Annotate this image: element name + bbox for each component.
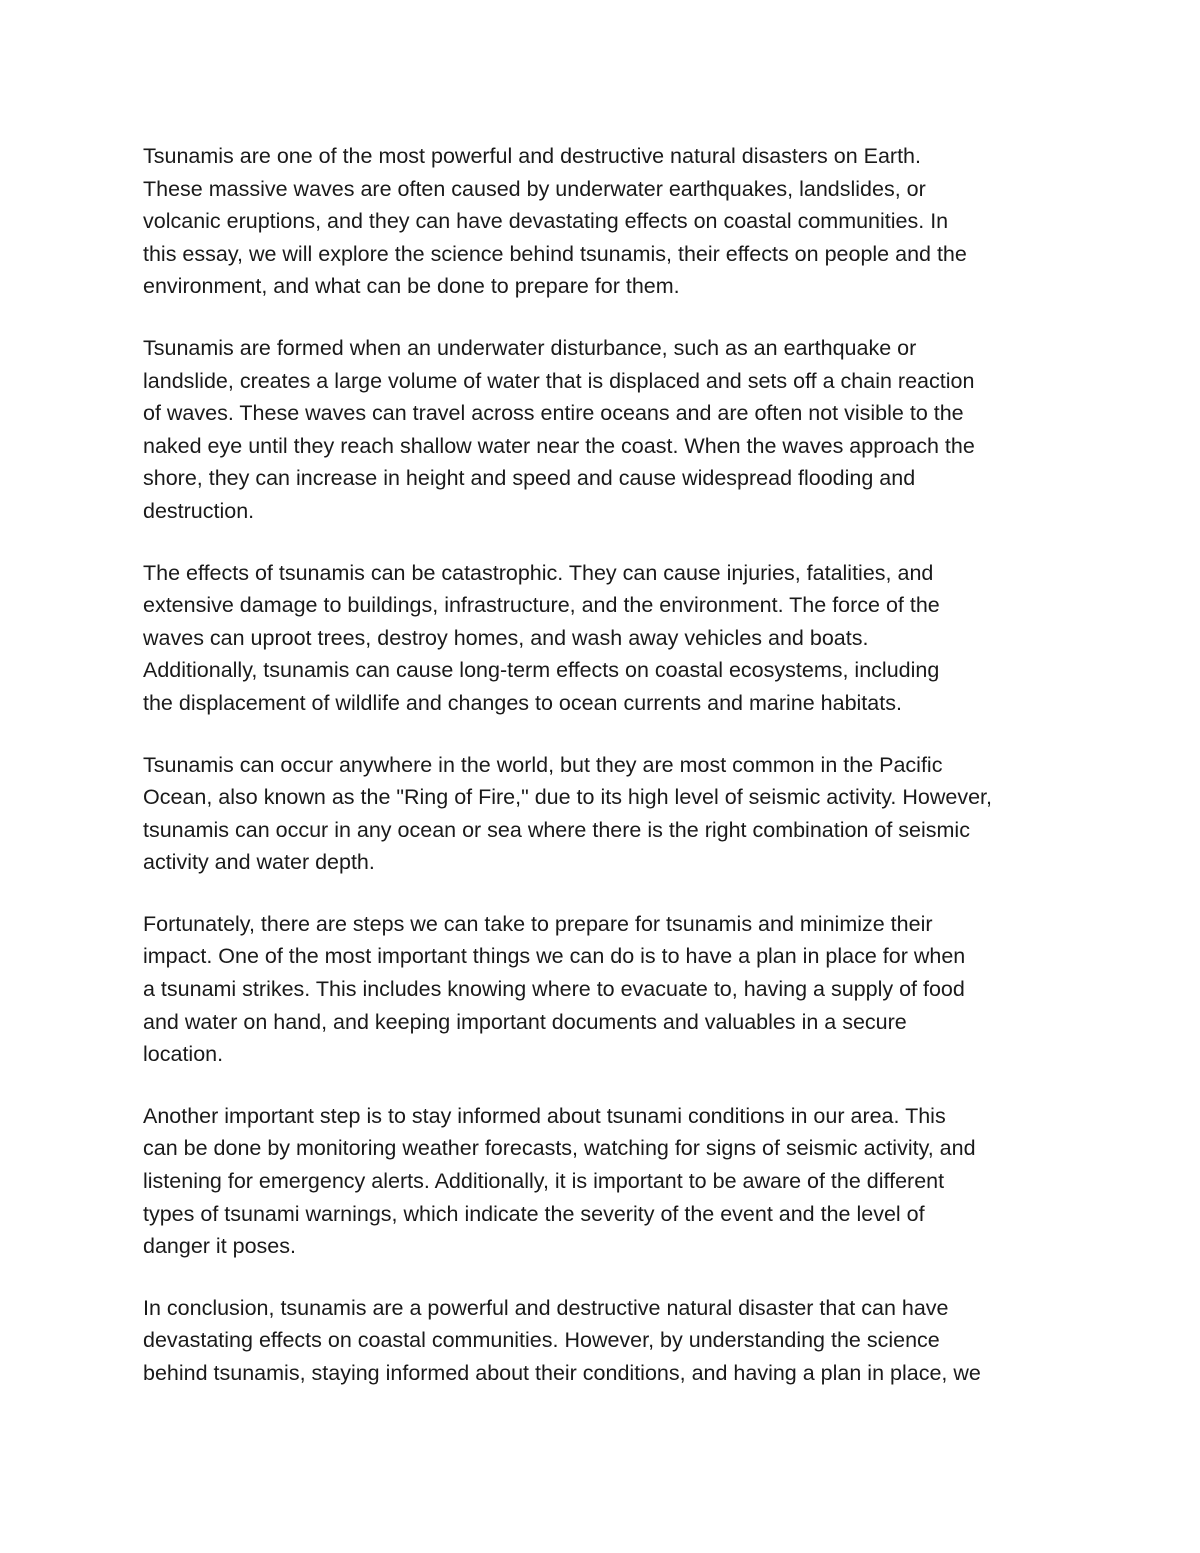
paragraph-line: tsunamis can occur in any ocean or sea where there is the right combination of seismic — [143, 817, 970, 842]
paragraph-line: Additionally, tsunamis can cause long-term effects on coastal ecosystems, including — [143, 658, 940, 683]
paragraph-7 — [143, 1292, 1073, 1390]
paragraph-line: activity and water depth. — [143, 850, 375, 875]
paragraph-2 — [143, 332, 1073, 528]
paragraph-line: In conclusion, tsunamis are a powerful and destructive natural disaster that can have — [143, 1295, 949, 1320]
paragraph-line: Fortunately, there are steps we can take to prepare for tsunamis and minimize their — [143, 911, 933, 936]
paragraph-line: Tsunamis can occur anywhere in the world, but they are most common in the Pacific — [143, 752, 943, 777]
paragraph-4 — [143, 749, 1073, 879]
paragraph-line: volcanic eruptions, and they can have devastating effects on coastal communities. In — [143, 209, 949, 234]
paragraph-line: landslide, creates a large volume of water that is displaced and sets off a chain reaction — [143, 368, 975, 393]
paragraph-line: Another important step is to stay informed about tsunami conditions in our area. This — [143, 1103, 946, 1128]
paragraph-line: this essay, we will explore the science behind tsunamis, their effects on people and the — [143, 241, 967, 266]
paragraph-line: Ocean, also known as the "Ring of Fire," due to its high level of seismic activity. However, — [143, 785, 992, 810]
paragraph-1 — [143, 140, 1073, 303]
paragraph-line: waves can uproot trees, destroy homes, and wash away vehicles and boats. — [143, 625, 869, 650]
paragraph-line: Tsunamis are one of the most powerful and destructive natural disasters on Earth. — [143, 144, 921, 168]
paragraph-line: Tsunamis are formed when an underwater disturbance, such as an earthquake or — [143, 335, 917, 360]
paragraph-line: danger it poses. — [143, 1234, 296, 1259]
paragraph-line: a tsunami strikes. This includes knowing where to evacuate to, having a supply of food — [143, 977, 965, 1002]
paragraph-line: extensive damage to buildings, infrastructure, and the environment. The force of the — [143, 593, 940, 618]
paragraph-5 — [143, 908, 1073, 1071]
essay-body — [143, 140, 1073, 1419]
paragraph-line: listening for emergency alerts. Additionally, it is important to be aware of the different — [143, 1169, 945, 1194]
paragraph-line: location. — [143, 1042, 224, 1067]
paragraph-line: environment, and what can be done to prepare for them. — [143, 274, 680, 299]
paragraph-line: devastating effects on coastal communities. However, by understanding the science — [143, 1328, 940, 1353]
paragraph-line: of waves. These waves can travel across entire oceans and are often not visible to the — [143, 401, 964, 426]
paragraph-line: the displacement of wildlife and changes to ocean currents and marine habitats. — [143, 690, 902, 715]
paragraph-line: behind tsunamis, staying informed about their conditions, and having a plan in place, we — [143, 1361, 981, 1385]
paragraph-line: These massive waves are often caused by underwater earthquakes, landslides, or — [143, 176, 926, 201]
paragraph-line: types of tsunami warnings, which indicate the severity of the event and the level of — [143, 1201, 925, 1226]
paragraph-6 — [143, 1100, 1073, 1263]
paragraph-line: The effects of tsunamis can be catastrophic. They can cause injuries, fatalities, and — [143, 560, 934, 585]
paragraph-3 — [143, 557, 1073, 720]
paragraph-line: naked eye until they reach shallow water near the coast. When the waves approach the — [143, 433, 975, 458]
paragraph-line: shore, they can increase in height and speed and cause widespread flooding and — [143, 466, 916, 491]
paragraph-line: impact. One of the most important things we can do is to have a plan in place for when — [143, 944, 966, 969]
paragraph-line: and water on hand, and keeping important documents and valuables in a secure — [143, 1009, 907, 1034]
paragraph-line: destruction. — [143, 498, 255, 523]
paragraph-line: can be done by monitoring weather forecasts, watching for signs of seismic activity, and — [143, 1136, 976, 1161]
